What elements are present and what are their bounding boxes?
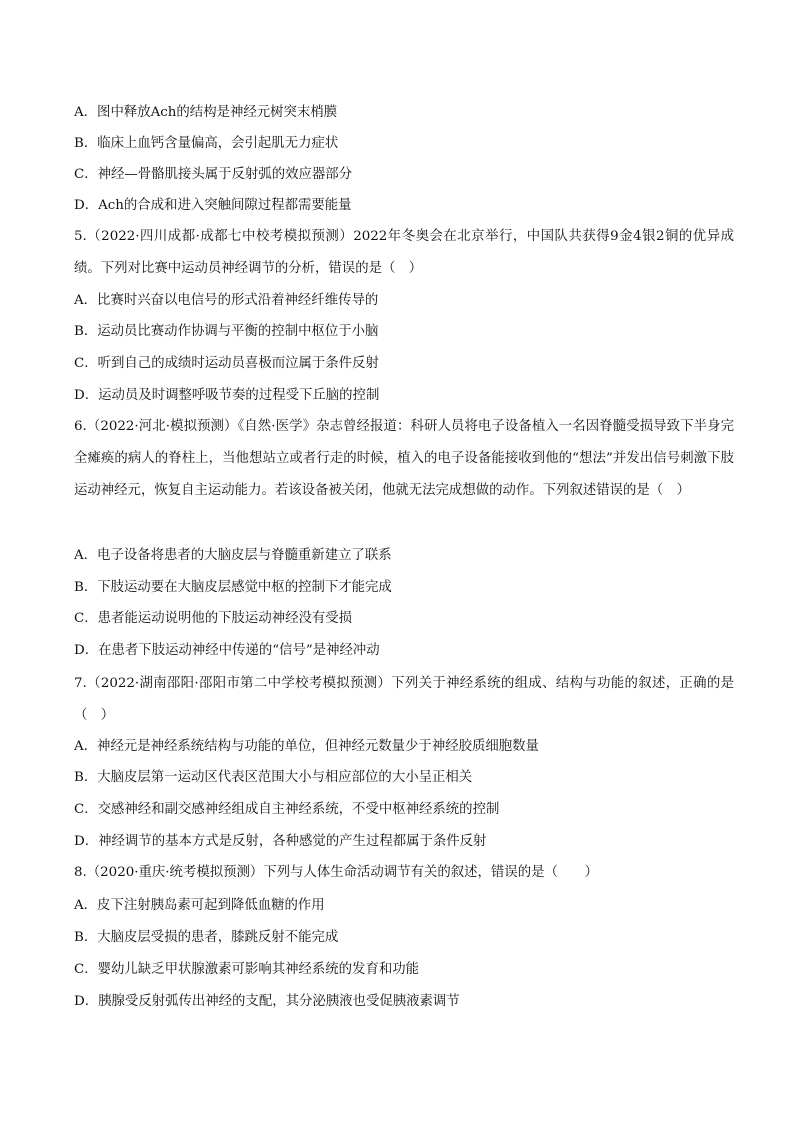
q6-option-c: C．患者能运动说明他的下肢运动神经没有受损 (74, 611, 353, 626)
q6-stem: 6.（2022·河北·模拟预测）《自然·医学》杂志曾经报道：科研人员将电子设备植入一名因脊髓受损导致下半身完全瘫痪的病人的脊柱上，当他想站立或者行走的时候，植入的电子设备能接收到他的“想法”并发出信号刺激下肢运动神经元，恢复自主运动能力。若该设备被关闭，他就无法完成想做的动作。下列叙述错误的是（ ） (74, 419, 734, 498)
q4-option-a: A．图中释放Ach的结构是神经元树突末梢膜 (74, 105, 338, 120)
q4-option-b: B．临床上血钙含量偏高，会引起肌无力症状 (74, 136, 339, 151)
q5-stem: 5.（2022·四川成都·成都七中校考模拟预测）2022年冬奥会在北京举行，中国队共获得9金4银2铜的优异成绩。下列对比赛中运动员神经调节的分析，错误的是（ ） (74, 229, 734, 276)
q4-option-d: D．Ach的合成和进入突触间隙过程都需要能量 (74, 198, 352, 213)
q4-option-c: C．神经—骨骼肌接头属于反射弧的效应器部分 (74, 167, 353, 182)
q7-stem: 7.（2022·湖南邵阳·邵阳市第二中学校考模拟预测）下列关于神经系统的组成、结构与功能的叙述，正确的是（ ） (74, 676, 734, 723)
q5-option-d: D．运动员及时调整呼吸节奏的过程受下丘脑的控制 (74, 388, 380, 403)
q8-option-d: D．胰腺受反射弧传出神经的支配，其分泌胰液也受促胰液素调节 (74, 994, 460, 1009)
q7-option-a: A．神经元是神经系统结构与功能的单位，但神经元数量少于神经胶质细胞数量 (74, 739, 539, 754)
q8-stem: 8.（2020·重庆·统考模拟预测）下列与人体生命活动调节有关的叙述，错误的是（ ） (74, 865, 599, 880)
q5-option-c: C．听到自己的成绩时运动员喜极而泣属于条件反射 (74, 356, 379, 371)
q8-option-a: A．皮下注射胰岛素可起到降低血糖的作用 (74, 898, 325, 913)
q5-option-b: B．运动员比赛动作协调与平衡的控制中枢位于小脑 (74, 324, 379, 339)
q6-option-a: A．电子设备将患者的大脑皮层与脊髓重新建立了联系 (74, 548, 392, 563)
q7-option-c: C．交感神经和副交感神经组成自主神经系统，不受中枢神经系统的控制 (74, 802, 500, 817)
q6-option-b: B．下肢运动要在大脑皮层感觉中枢的控制下才能完成 (74, 580, 392, 595)
q5-option-a: A．比赛时兴奋以电信号的形式沿着神经纤维传导的 (74, 293, 379, 308)
q8-option-c: C．婴幼儿缺乏甲状腺激素可影响其神经系统的发育和功能 (74, 962, 420, 977)
q7-option-b: B．大脑皮层第一运动区代表区范围大小与相应部位的大小呈正相关 (74, 770, 473, 785)
q6-option-d: D．在患者下肢运动神经中传递的“信号”是神经冲动 (74, 643, 380, 658)
q7-option-d: D．神经调节的基本方式是反射，各种感觉的产生过程都属于条件反射 (74, 834, 487, 849)
q8-option-b: B．大脑皮层受损的患者，膝跳反射不能完成 (74, 930, 339, 945)
